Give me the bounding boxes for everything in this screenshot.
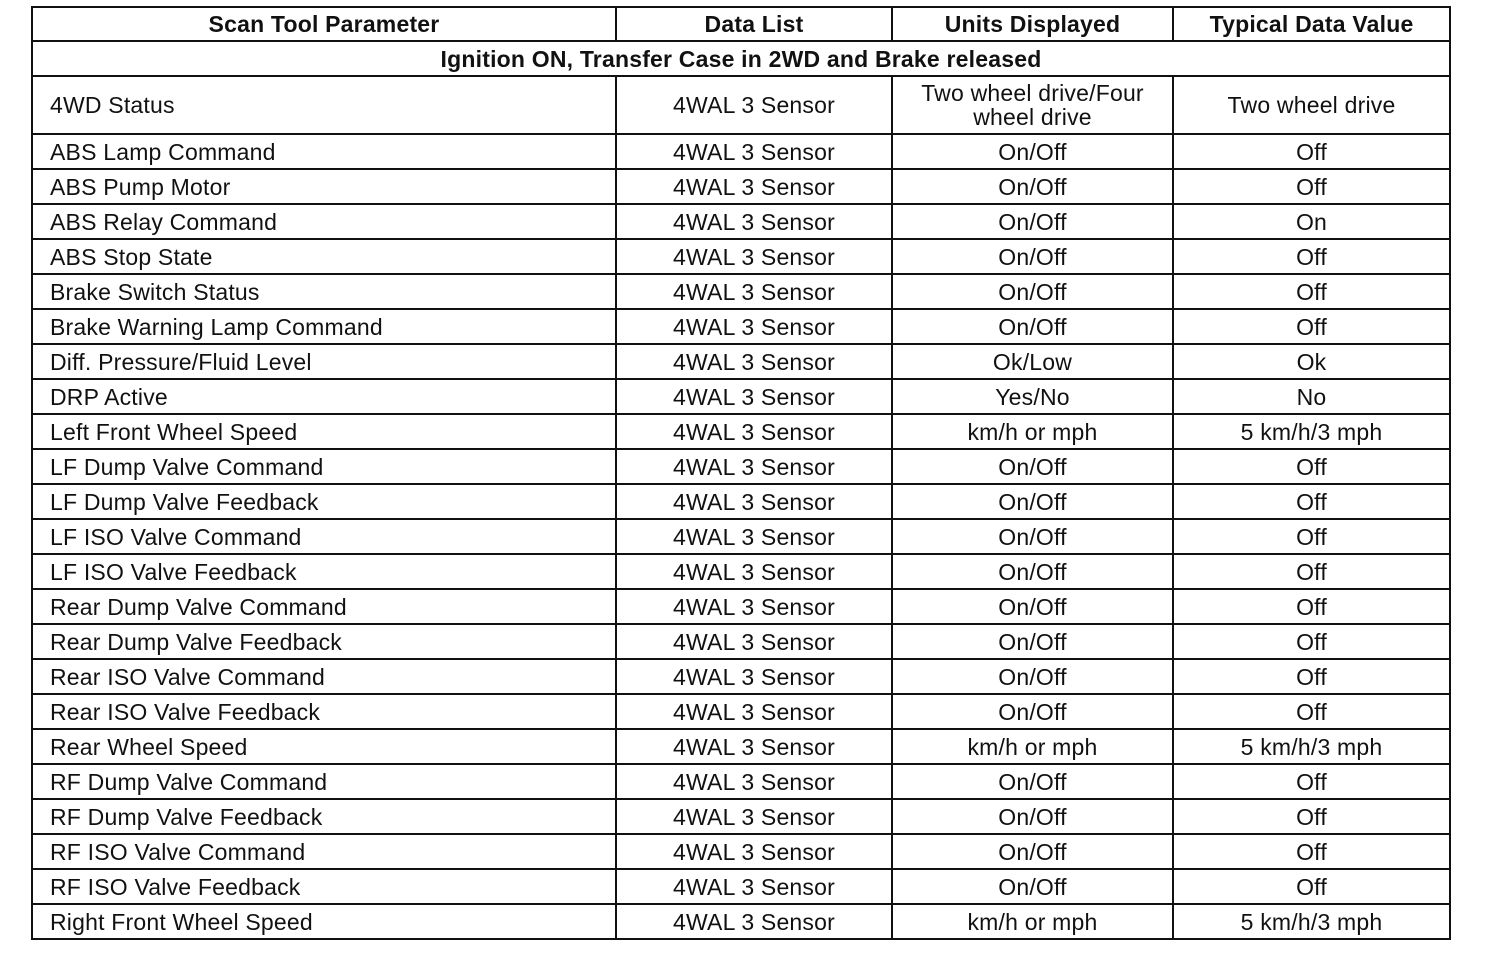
cell-parameter: Rear Wheel Speed — [32, 729, 616, 764]
cell-units-displayed: On/Off — [892, 519, 1173, 554]
cell-data-list: 4WAL 3 Sensor — [616, 659, 892, 694]
cell-units-displayed: Yes/No — [892, 379, 1173, 414]
cell-units-displayed: On/Off — [892, 239, 1173, 274]
cell-parameter: LF ISO Valve Feedback — [32, 554, 616, 589]
cell-parameter: ABS Pump Motor — [32, 169, 616, 204]
cell-data-list: 4WAL 3 Sensor — [616, 204, 892, 239]
cell-units-displayed: On/Off — [892, 484, 1173, 519]
cell-units-displayed: On/Off — [892, 799, 1173, 834]
scan-tool-data-table — [31, 6, 1451, 940]
table-row — [32, 904, 1450, 939]
cell-data-list: 4WAL 3 Sensor — [616, 729, 892, 764]
table-row — [32, 239, 1450, 274]
cell-parameter: Right Front Wheel Speed — [32, 904, 616, 939]
cell-units-displayed: On/Off — [892, 309, 1173, 344]
cell-typical-data-value: Off — [1173, 484, 1450, 519]
table-row — [32, 624, 1450, 659]
table-body — [32, 41, 1450, 939]
cell-typical-data-value: Off — [1173, 134, 1450, 169]
cell-typical-data-value: 5 km/h/3 mph — [1173, 729, 1450, 764]
table-row — [32, 729, 1450, 764]
table-row — [32, 484, 1450, 519]
cell-parameter: 4WD Status — [32, 76, 616, 134]
cell-typical-data-value: Off — [1173, 869, 1450, 904]
table-row — [32, 169, 1450, 204]
cell-typical-data-value: Off — [1173, 764, 1450, 799]
cell-parameter: Rear Dump Valve Command — [32, 589, 616, 624]
cell-typical-data-value: Off — [1173, 449, 1450, 484]
cell-parameter: ABS Relay Command — [32, 204, 616, 239]
cell-typical-data-value: Ok — [1173, 344, 1450, 379]
cell-typical-data-value: Two wheel drive — [1173, 76, 1450, 134]
table-row — [32, 764, 1450, 799]
cell-data-list: 4WAL 3 Sensor — [616, 309, 892, 344]
cell-data-list: 4WAL 3 Sensor — [616, 799, 892, 834]
cell-typical-data-value: Off — [1173, 834, 1450, 869]
cell-parameter: Diff. Pressure/Fluid Level — [32, 344, 616, 379]
cell-typical-data-value: On — [1173, 204, 1450, 239]
cell-parameter: Brake Switch Status — [32, 274, 616, 309]
table-row — [32, 414, 1450, 449]
cell-units-displayed: On/Off — [892, 449, 1173, 484]
cell-typical-data-value: Off — [1173, 309, 1450, 344]
condition-row — [32, 41, 1450, 76]
cell-units-displayed: km/h or mph — [892, 414, 1173, 449]
cell-data-list: 4WAL 3 Sensor — [616, 484, 892, 519]
cell-data-list: 4WAL 3 Sensor — [616, 379, 892, 414]
scan-tool-data-sheet — [31, 6, 1449, 940]
cell-data-list: 4WAL 3 Sensor — [616, 134, 892, 169]
table-row — [32, 659, 1450, 694]
cell-parameter: ABS Lamp Command — [32, 134, 616, 169]
cell-data-list: 4WAL 3 Sensor — [616, 344, 892, 379]
cell-parameter: Rear ISO Valve Feedback — [32, 694, 616, 729]
cell-typical-data-value: Off — [1173, 169, 1450, 204]
cell-parameter: RF ISO Valve Command — [32, 834, 616, 869]
cell-typical-data-value: Off — [1173, 624, 1450, 659]
cell-units-displayed: km/h or mph — [892, 904, 1173, 939]
cell-parameter: LF ISO Valve Command — [32, 519, 616, 554]
cell-parameter: RF ISO Valve Feedback — [32, 869, 616, 904]
cell-data-list: 4WAL 3 Sensor — [616, 764, 892, 799]
header-data-list: Data List — [616, 7, 892, 41]
cell-parameter: Brake Warning Lamp Command — [32, 309, 616, 344]
cell-data-list: 4WAL 3 Sensor — [616, 76, 892, 134]
cell-units-displayed: km/h or mph — [892, 729, 1173, 764]
cell-parameter: Left Front Wheel Speed — [32, 414, 616, 449]
cell-units-displayed: Ok/Low — [892, 344, 1173, 379]
cell-units-displayed: On/Off — [892, 869, 1173, 904]
cell-typical-data-value: Off — [1173, 239, 1450, 274]
table-row — [32, 379, 1450, 414]
cell-data-list: 4WAL 3 Sensor — [616, 694, 892, 729]
cell-typical-data-value: Off — [1173, 274, 1450, 309]
table-row — [32, 694, 1450, 729]
cell-units-displayed: On/Off — [892, 204, 1173, 239]
table-row — [32, 449, 1450, 484]
cell-parameter: LF Dump Valve Feedback — [32, 484, 616, 519]
cell-data-list: 4WAL 3 Sensor — [616, 274, 892, 309]
cell-units-displayed: On/Off — [892, 834, 1173, 869]
cell-units-displayed: On/Off — [892, 694, 1173, 729]
cell-parameter: RF Dump Valve Feedback — [32, 799, 616, 834]
cell-data-list: 4WAL 3 Sensor — [616, 834, 892, 869]
cell-data-list: 4WAL 3 Sensor — [616, 904, 892, 939]
cell-parameter: Rear Dump Valve Feedback — [32, 624, 616, 659]
table-row — [32, 344, 1450, 379]
cell-parameter: DRP Active — [32, 379, 616, 414]
cell-data-list: 4WAL 3 Sensor — [616, 589, 892, 624]
table-row — [32, 204, 1450, 239]
cell-parameter: RF Dump Valve Command — [32, 764, 616, 799]
table-row — [32, 519, 1450, 554]
cell-typical-data-value: No — [1173, 379, 1450, 414]
table-row — [32, 834, 1450, 869]
condition-text: Ignition ON, Transfer Case in 2WD and Brake released — [32, 41, 1450, 76]
cell-parameter: LF Dump Valve Command — [32, 449, 616, 484]
cell-typical-data-value: Off — [1173, 694, 1450, 729]
header-scan-tool-parameter: Scan Tool Parameter — [32, 7, 616, 41]
cell-data-list: 4WAL 3 Sensor — [616, 414, 892, 449]
cell-typical-data-value: Off — [1173, 799, 1450, 834]
header-units-displayed: Units Displayed — [892, 7, 1173, 41]
table-header — [32, 7, 1450, 41]
cell-data-list: 4WAL 3 Sensor — [616, 449, 892, 484]
header-typical-data-value: Typical Data Value — [1173, 7, 1450, 41]
cell-typical-data-value: 5 km/h/3 mph — [1173, 904, 1450, 939]
table-row — [32, 274, 1450, 309]
cell-data-list: 4WAL 3 Sensor — [616, 554, 892, 589]
cell-units-displayed: On/Off — [892, 659, 1173, 694]
header-row — [32, 7, 1450, 41]
cell-data-list: 4WAL 3 Sensor — [616, 519, 892, 554]
table-row — [32, 799, 1450, 834]
table-row — [32, 869, 1450, 904]
cell-units-displayed: On/Off — [892, 764, 1173, 799]
cell-data-list: 4WAL 3 Sensor — [616, 169, 892, 204]
cell-data-list: 4WAL 3 Sensor — [616, 869, 892, 904]
cell-units-displayed: On/Off — [892, 554, 1173, 589]
table-row — [32, 554, 1450, 589]
cell-data-list: 4WAL 3 Sensor — [616, 239, 892, 274]
cell-parameter: Rear ISO Valve Command — [32, 659, 616, 694]
table-row — [32, 134, 1450, 169]
cell-units-displayed: On/Off — [892, 589, 1173, 624]
cell-units-displayed: On/Off — [892, 274, 1173, 309]
table-row — [32, 76, 1450, 134]
cell-typical-data-value: Off — [1173, 659, 1450, 694]
table-row — [32, 589, 1450, 624]
cell-units-displayed: On/Off — [892, 134, 1173, 169]
cell-units-displayed: On/Off — [892, 624, 1173, 659]
cell-typical-data-value: Off — [1173, 554, 1450, 589]
cell-typical-data-value: 5 km/h/3 mph — [1173, 414, 1450, 449]
cell-data-list: 4WAL 3 Sensor — [616, 624, 892, 659]
cell-typical-data-value: Off — [1173, 589, 1450, 624]
cell-units-displayed: On/Off — [892, 169, 1173, 204]
table-row — [32, 309, 1450, 344]
cell-typical-data-value: Off — [1173, 519, 1450, 554]
cell-parameter: ABS Stop State — [32, 239, 616, 274]
cell-units-displayed: Two wheel drive/Four wheel drive — [892, 76, 1173, 134]
